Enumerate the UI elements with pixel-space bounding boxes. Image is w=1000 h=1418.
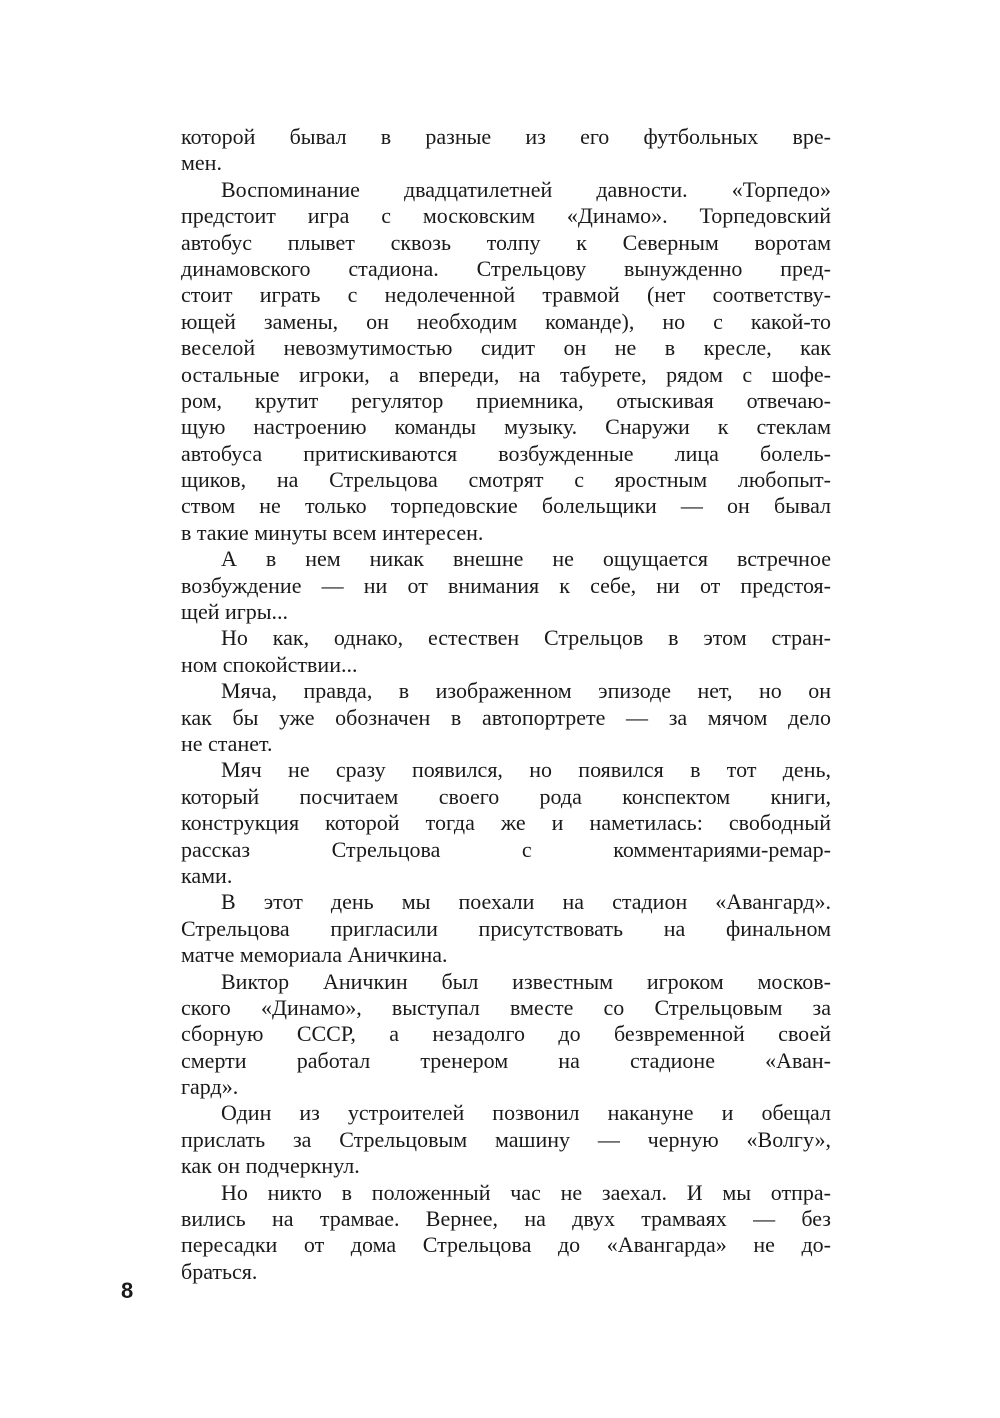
text-line: Стрельцова пригласили присутствовать на финальном <box>181 915 831 941</box>
text-line: вились на трамвае. Вернее, на двух трамваях — без <box>181 1206 831 1232</box>
text-line: смерти работал тренером на стадионе «Аван- <box>181 1047 831 1073</box>
text-line: матче мемориала Аничкина. <box>181 942 448 968</box>
text-line: автобуса притискиваются возбужденные лица болель- <box>181 440 831 466</box>
text-line: браться. <box>181 1258 258 1284</box>
text-line: Один из устроителей позвонил накануне и обещал <box>221 1100 831 1126</box>
text-line: щую настроению команды музыку. Снаружи к стеклам <box>181 414 831 440</box>
text-line: веселой невозмутимостью сидит он не в кресле, как <box>181 335 831 361</box>
text-line: Мяч не сразу появился, но появился в тот день, <box>221 757 831 783</box>
text-line: предстоит игра с московским «Динамо». Торпедовский <box>181 203 831 229</box>
page-number: 8 <box>121 1278 134 1303</box>
text-line: щиков, на Стрельцова смотрят с яростным любопыт- <box>181 467 831 493</box>
text-line: который посчитаем своего рода конспектом книги, <box>181 783 831 809</box>
text-line: ном спокойствии... <box>181 651 358 677</box>
text-line: пересадки от дома Стрельцова до «Авангарда» не до- <box>181 1232 831 1258</box>
text-line: автобус плывет сквозь толпу к Северным воротам <box>181 229 831 255</box>
text-line: как бы уже обозначен в автопортрете — за мячом дело <box>181 704 831 730</box>
text-line: возбуждение — ни от внимания к себе, ни от предстоя- <box>181 572 831 598</box>
text-line: ром, крутит регулятор приемника, отыскивая отвечаю- <box>181 387 831 413</box>
text-line: мен. <box>181 150 222 176</box>
body-text <box>181 124 831 1285</box>
text-line: щей игры... <box>181 599 289 625</box>
text-line: в такие минуты всем интересен. <box>181 519 484 545</box>
text-line: ского «Динамо», выступал вместе со Стрельцовым за <box>181 994 831 1020</box>
text-line: рассказ Стрельцова с комментариями-ремар- <box>181 836 831 862</box>
text-line: как он подчеркнул. <box>181 1153 360 1179</box>
text-line: прислать за Стрельцовым машину — черную «Волгу», <box>181 1126 831 1152</box>
text-line: Но как, однако, естествен Стрельцов в этом стран- <box>221 625 831 651</box>
text-line: конструкция которой тогда же и наметилась: свободный <box>181 810 831 836</box>
text-line: Мяча, правда, в изображенном эпизоде нет, но он <box>221 678 831 704</box>
text-line: Виктор Аничкин был известным игроком москов- <box>221 968 831 994</box>
text-line: стоит играть с недолеченной травмой (нет соответству- <box>181 282 831 308</box>
text-line: А в нем никак внешне не ощущается встречное <box>221 546 831 572</box>
text-line: ющей замены, он необходим команде), но с какой-то <box>181 308 831 334</box>
text-line: которой бывал в разные из его футбольных вре- <box>181 124 831 149</box>
text-line: Но никто в положенный час не заехал. И мы отпра- <box>221 1179 831 1205</box>
text-line: ками. <box>181 862 233 888</box>
text-line: динамовского стадиона. Стрельцову вынужденно пред- <box>181 255 831 281</box>
text-line: сборную СССР, а незадолго до безвременной своей <box>181 1021 831 1047</box>
text-line: В этот день мы поехали на стадион «Авангард». <box>221 889 831 915</box>
text-line: остальные игроки, а впереди, на табурете, рядом с шофе- <box>181 361 831 387</box>
text-line: не станет. <box>181 730 273 756</box>
text-line: гард». <box>181 1074 239 1100</box>
text-line: Воспоминание двадцатилетней давности. «Торпедо» <box>221 176 831 202</box>
text-line: ством не только торпедовские болельщики — он бывал <box>181 493 831 519</box>
